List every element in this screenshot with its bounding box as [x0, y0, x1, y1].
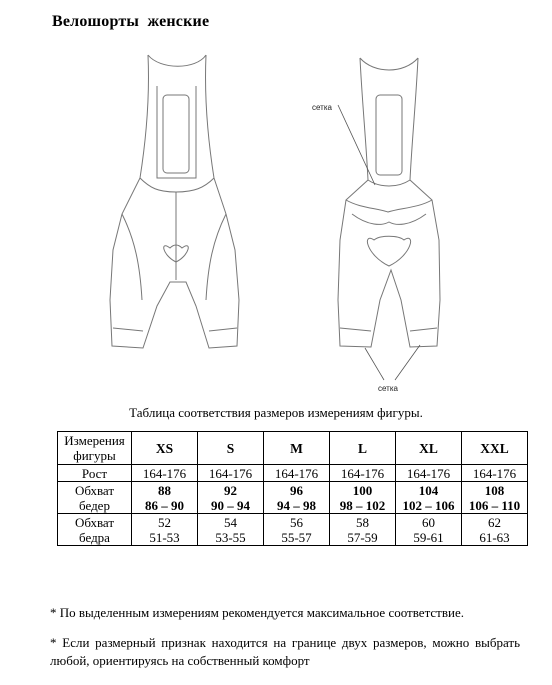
thigh-girth-main: 52 — [158, 514, 171, 530]
footnote-best-fit: * По выделенным измерениям рекомендуется максимальное соответствие. — [50, 605, 464, 620]
thigh-girth-cell — [132, 514, 198, 546]
thigh-girth-range: 59-61 — [413, 529, 444, 545]
thigh-girth-cell — [462, 514, 528, 546]
front-view-illustration — [110, 55, 239, 348]
hip-girth-range: 98 – 102 — [339, 497, 386, 513]
row-label-height: Рост — [58, 465, 132, 482]
height-value: 164-176 — [198, 465, 264, 482]
hip-girth-range: 86 – 90 — [145, 497, 184, 513]
thigh-girth-main: 56 — [290, 514, 303, 530]
hip-girth-main: 100 — [352, 482, 373, 498]
size-m-header: M — [264, 432, 330, 465]
hip-girth-cell — [132, 482, 198, 514]
mesh-label-top: сетка — [312, 103, 332, 112]
table-header-row — [58, 432, 528, 465]
thigh-girth-main: 60 — [422, 514, 435, 530]
page-title: Велошорты женские — [52, 13, 210, 30]
hip-girth-main: 108 — [484, 482, 505, 498]
height-value: 164-176 — [264, 465, 330, 482]
height-value: 164-176 — [396, 465, 462, 482]
row-label-hip-girth: Обхват бедер — [58, 482, 132, 514]
hip-girth-range: 94 – 98 — [277, 497, 316, 513]
height-value: 164-176 — [330, 465, 396, 482]
row-label-thigh-girth: Обхват бедра — [58, 514, 132, 546]
size-s-header: S — [198, 432, 264, 465]
thigh-girth-range: 53-55 — [215, 529, 246, 545]
hip-girth-main: 96 — [290, 482, 303, 498]
thigh-girth-range: 51-53 — [149, 529, 180, 545]
table-row — [58, 514, 528, 546]
height-value: 164-176 — [132, 465, 198, 482]
hip-girth-cell — [264, 482, 330, 514]
table-caption: Таблица соответствия размеров измерениям фигуры. — [129, 405, 423, 420]
hip-girth-cell — [198, 482, 264, 514]
thigh-girth-cell — [264, 514, 330, 546]
thigh-girth-cell — [198, 514, 264, 546]
size-xxl-header: XXL — [462, 432, 528, 465]
hip-girth-main: 88 — [158, 482, 171, 498]
hip-girth-cell — [462, 482, 528, 514]
hip-girth-main: 104 — [418, 482, 439, 498]
hip-girth-range: 90 – 94 — [211, 497, 250, 513]
table-row — [58, 465, 528, 482]
header-label-cell: Измерения фигуры — [58, 432, 132, 465]
thigh-girth-range: 61-63 — [479, 529, 510, 545]
hip-girth-range: 106 – 110 — [468, 497, 521, 513]
height-value: 164-176 — [462, 465, 528, 482]
size-xl-header: XL — [396, 432, 462, 465]
size-xs-header: XS — [132, 432, 198, 465]
hip-girth-cell — [330, 482, 396, 514]
size-chart-table — [57, 431, 528, 546]
table-row — [58, 482, 528, 514]
thigh-girth-main: 58 — [356, 514, 369, 530]
thigh-girth-cell — [396, 514, 462, 546]
hip-girth-main: 92 — [224, 482, 237, 498]
thigh-girth-main: 62 — [488, 514, 501, 530]
thigh-girth-cell — [330, 514, 396, 546]
size-l-header: L — [330, 432, 396, 465]
hip-girth-range: 102 – 106 — [402, 497, 455, 513]
thigh-girth-main: 54 — [224, 514, 237, 530]
thigh-girth-range: 57-59 — [347, 529, 378, 545]
mesh-label-bottom: сетка — [378, 384, 398, 393]
back-view-illustration — [338, 58, 440, 347]
thigh-girth-range: 55-57 — [281, 529, 312, 545]
footnote-boundary-size: * Если размерный признак находится на границе двух размеров, можно выбрать любой, ориентируясь на собственный комфорт — [50, 635, 520, 668]
hip-girth-cell — [396, 482, 462, 514]
